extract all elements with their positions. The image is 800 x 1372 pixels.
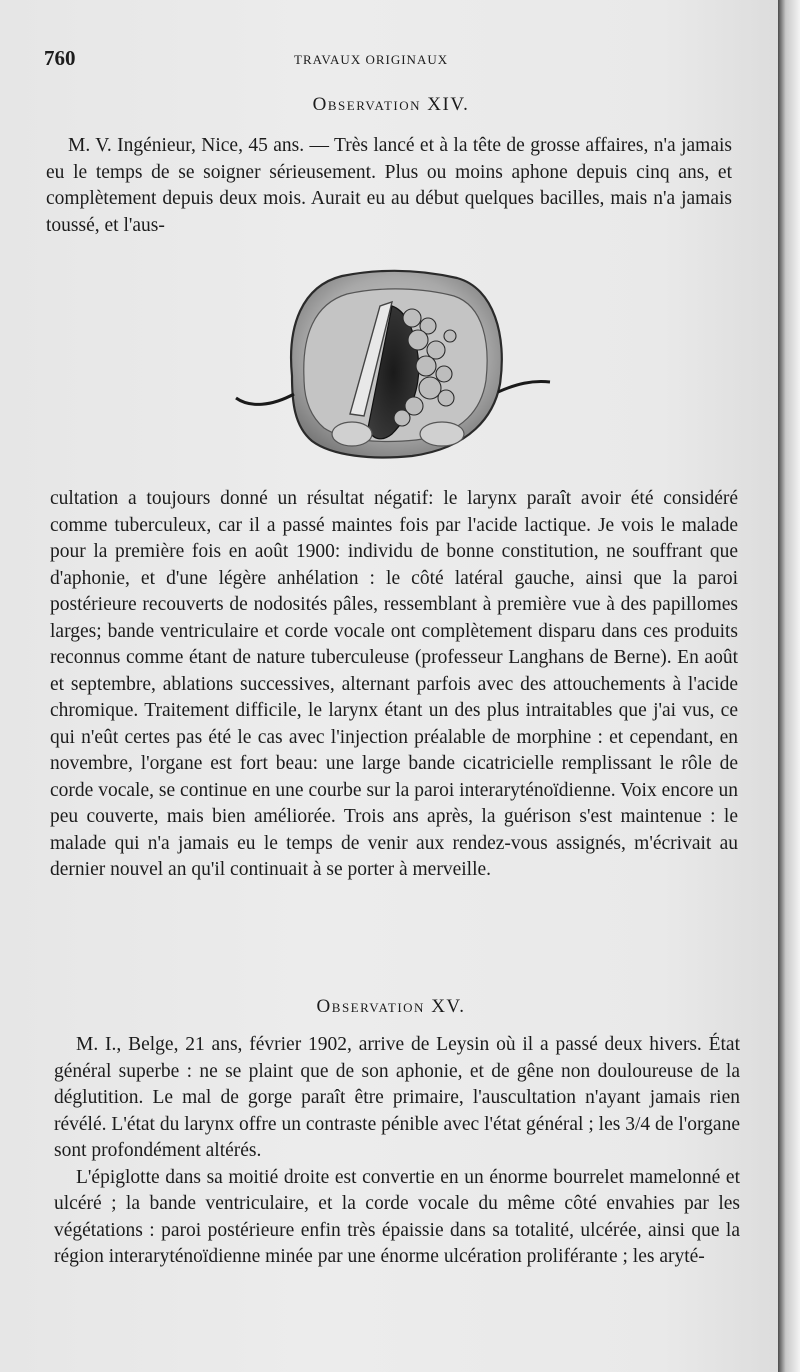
page-gutter-shadow: [778, 0, 800, 1372]
observation-15-paragraph-2: L'épiglotte dans sa moitié droite est convertie en un énorme bourrelet mamelonné et ulcéré ; la bande ventriculaire, et la corde vocale du même côté envahies par les végétations : paroi postérieure enfin très épaissie dans sa totalité, ulcérée, ainsi que la région interaryténoïdienne minée par une énorme ulcération proliférante ; les aryté-: [54, 1166, 740, 1267]
observation-14-paragraph-2: cultation a toujours donné un résultat négatif: le larynx paraît avoir été considéré comme tuberculeux, car il a passé maintes fois par l'acide lactique. Je vois le malade pour la première fois en août 1900: individu de bonne constitution, ne souffrant que d'aphonie, et d'une légère anhélation : le côté latéral gauche, ainsi que la paroi postérieure recouverts de nodosités pâles, ressemblant à première vue à des papillomes larges; bande ventriculaire et corde vocale ont complètement disparu dans ces produits reconnus comme étant de nature tuberculeuse (professeur Langhans de Berne). En août et septembre, ablations successives, alternant parfois avec des attouchements à l'acide chromique. Traitement difficile, le larynx étant un des plus intraitables que j'ai vus, ce qui n'eût certes pas été le cas avec l'injection préalable de morphine : et cependant, en novembre, l'organe est fort beau: une large bande cicatricielle remplissant le rôle de corde vocale, se continue en une courbe sur la paroi interaryténoïdienne. Voix encore un peu couverte, mais bien améliorée. Trois ans après, la guérison s'est maintenue : le malade qui n'a jamais eu le temps de venir aux rendez-vous assignés, m'écrivait au dernier nouvel an qu'il continuait à se porter à merveille.: [50, 488, 738, 880]
observation-15-paragraph-1: M. I., Belge, 21 ans, février 1902, arrive de Leysin où il a passé deux hivers. État général superbe : ne se plaint que de son aphonie, et de gêne non douloureuse de la déglutition. Le mal de gorge paraît être primaire, l'auscultation n'ayant jamais rien révélé. L'état du larynx offre un contraste pénible avec l'état général ; les 3/4 de l'organe sont profondément altérés.: [54, 1034, 740, 1161]
page-header: [44, 46, 724, 74]
observation-15-heading: Observation XV.: [316, 996, 466, 1017]
observation-14-intro: [46, 133, 732, 239]
observation-14-heading: Observation XIV.: [312, 94, 470, 115]
larynx-illustration: [232, 266, 554, 462]
observation-14-body: [50, 486, 738, 884]
observation-15-body: [54, 1032, 740, 1271]
page-number: 760: [44, 46, 76, 70]
observation-14-paragraph-1: M. V. Ingénieur, Nice, 45 ans. — Très lancé et à la tête de grosse affaires, n'a jamais eu le temps de se soigner sérieusement. Plus ou moins aphone depuis cinq ans, et complètement depuis deux mois. Aurait eu au début quelques bacilles, mais n'a jamais toussé, et l'aus-: [46, 135, 732, 236]
running-head: TRAVAUX ORIGINAUX: [294, 52, 449, 67]
